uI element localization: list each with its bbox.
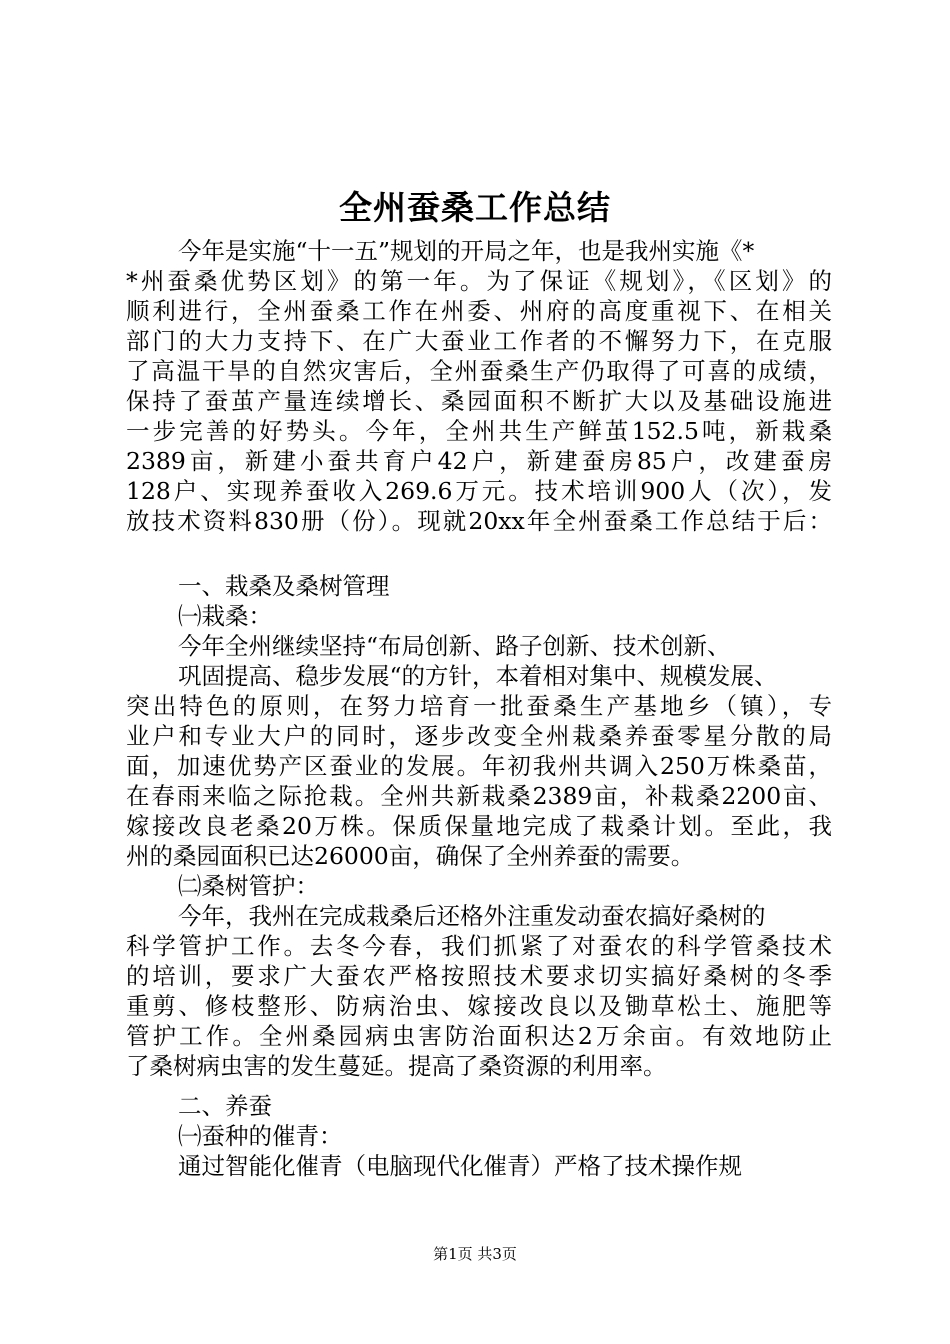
paragraph-line: 了桑树病虫害的发生蔓延。提高了桑资源的利用率。 (126, 1052, 667, 1080)
paragraph-line: 嫁接改良老桑20万株。保质保量地完成了栽桑计划。至此，我 (126, 812, 832, 840)
paragraph-line: 面，加速优势产区蚕业的发展。年初我州共调入250万株桑苗， (126, 752, 832, 780)
paragraph-line: *州蚕桑优势区划》的第一年。为了保证《规划》，《区划》的 (126, 267, 832, 295)
section-heading: 一、栽桑及桑树管理 (178, 572, 390, 600)
document-title: 全州蚕桑工作总结 (339, 188, 611, 227)
paragraph-line: 重剪、修枝整形、防病治虫、嫁接改良以及锄草松土、施肥等 (126, 992, 832, 1020)
paragraph-line: 今年，我州在完成栽桑后还格外注重发动蚕农搞好桑树的 (178, 902, 766, 930)
paragraph-line: 保持了蚕茧产量连续增长、桑园面积不断扩大以及基础设施进 (126, 387, 832, 415)
page-number-footer: 第1页 共3页 (433, 1245, 517, 1263)
paragraph-line: 128户、实现养蚕收入269.6万元。技术培训900人（次），发 (126, 477, 832, 505)
paragraph-line: 科学管护工作。去冬今春，我们抓紧了对蚕农的科学管桑技术 (126, 932, 832, 960)
paragraph-line: 业户和专业大户的同时，逐步改变全州栽桑养蚕零星分散的局 (126, 722, 832, 750)
paragraph-line: 部门的大力支持下、在广大蚕业工作者的不懈努力下，在克服 (126, 327, 832, 355)
subsection-heading: ㈠蚕种的催青： (178, 1122, 343, 1150)
paragraph-line: 突出特色的原则，在努力培育一批蚕桑生产基地乡（镇），专 (126, 692, 832, 720)
subsection-heading: ㈡桑树管护： (178, 872, 319, 900)
paragraph-line: 管护工作。全州桑园病虫害防治面积达2万余亩。有效地防止 (126, 1022, 832, 1050)
paragraph-line: 今年全州继续坚持“布局创新、路子创新、技术创新、 (178, 632, 731, 660)
paragraph-line: 了高温干旱的自然灾害后，全州蚕桑生产仍取得了可喜的成绩， (126, 357, 832, 385)
paragraph-line: 2389亩，新建小蚕共育户42户，新建蚕房85户，改建蚕房 (126, 447, 832, 475)
paragraph-line: 巩固提高、稳步发展“的方针，本着相对集中、规模发展、 (178, 662, 778, 690)
paragraph-line: 顺利进行，全州蚕桑工作在州委、州府的高度重视下、在相关 (126, 297, 832, 325)
paragraph-line: 放技术资料830册（份）。现就20xx年全州蚕桑工作总结于后： (126, 507, 832, 535)
paragraph-line: 的培训，要求广大蚕农严格按照技术要求切实搞好桑树的冬季 (126, 962, 832, 990)
paragraph-line: 今年是实施“十一五”规划的开局之年，也是我州实施《* (178, 237, 755, 265)
paragraph-line: 州的桑园面积已达26000亩，确保了全州养蚕的需要。 (126, 842, 695, 870)
paragraph-line: 在春雨来临之际抢栽。全州共新栽桑2389亩，补栽桑2200亩、 (126, 782, 832, 810)
section-heading: 二、养蚕 (178, 1092, 272, 1120)
paragraph-line: 通过智能化催青（电脑现代化催青）严格了技术操作规 (178, 1152, 742, 1180)
paragraph-line: 一步完善的好势头。今年，全州共生产鲜茧152.5吨，新栽桑 (126, 417, 832, 445)
subsection-heading: ㈠栽桑： (178, 602, 272, 630)
